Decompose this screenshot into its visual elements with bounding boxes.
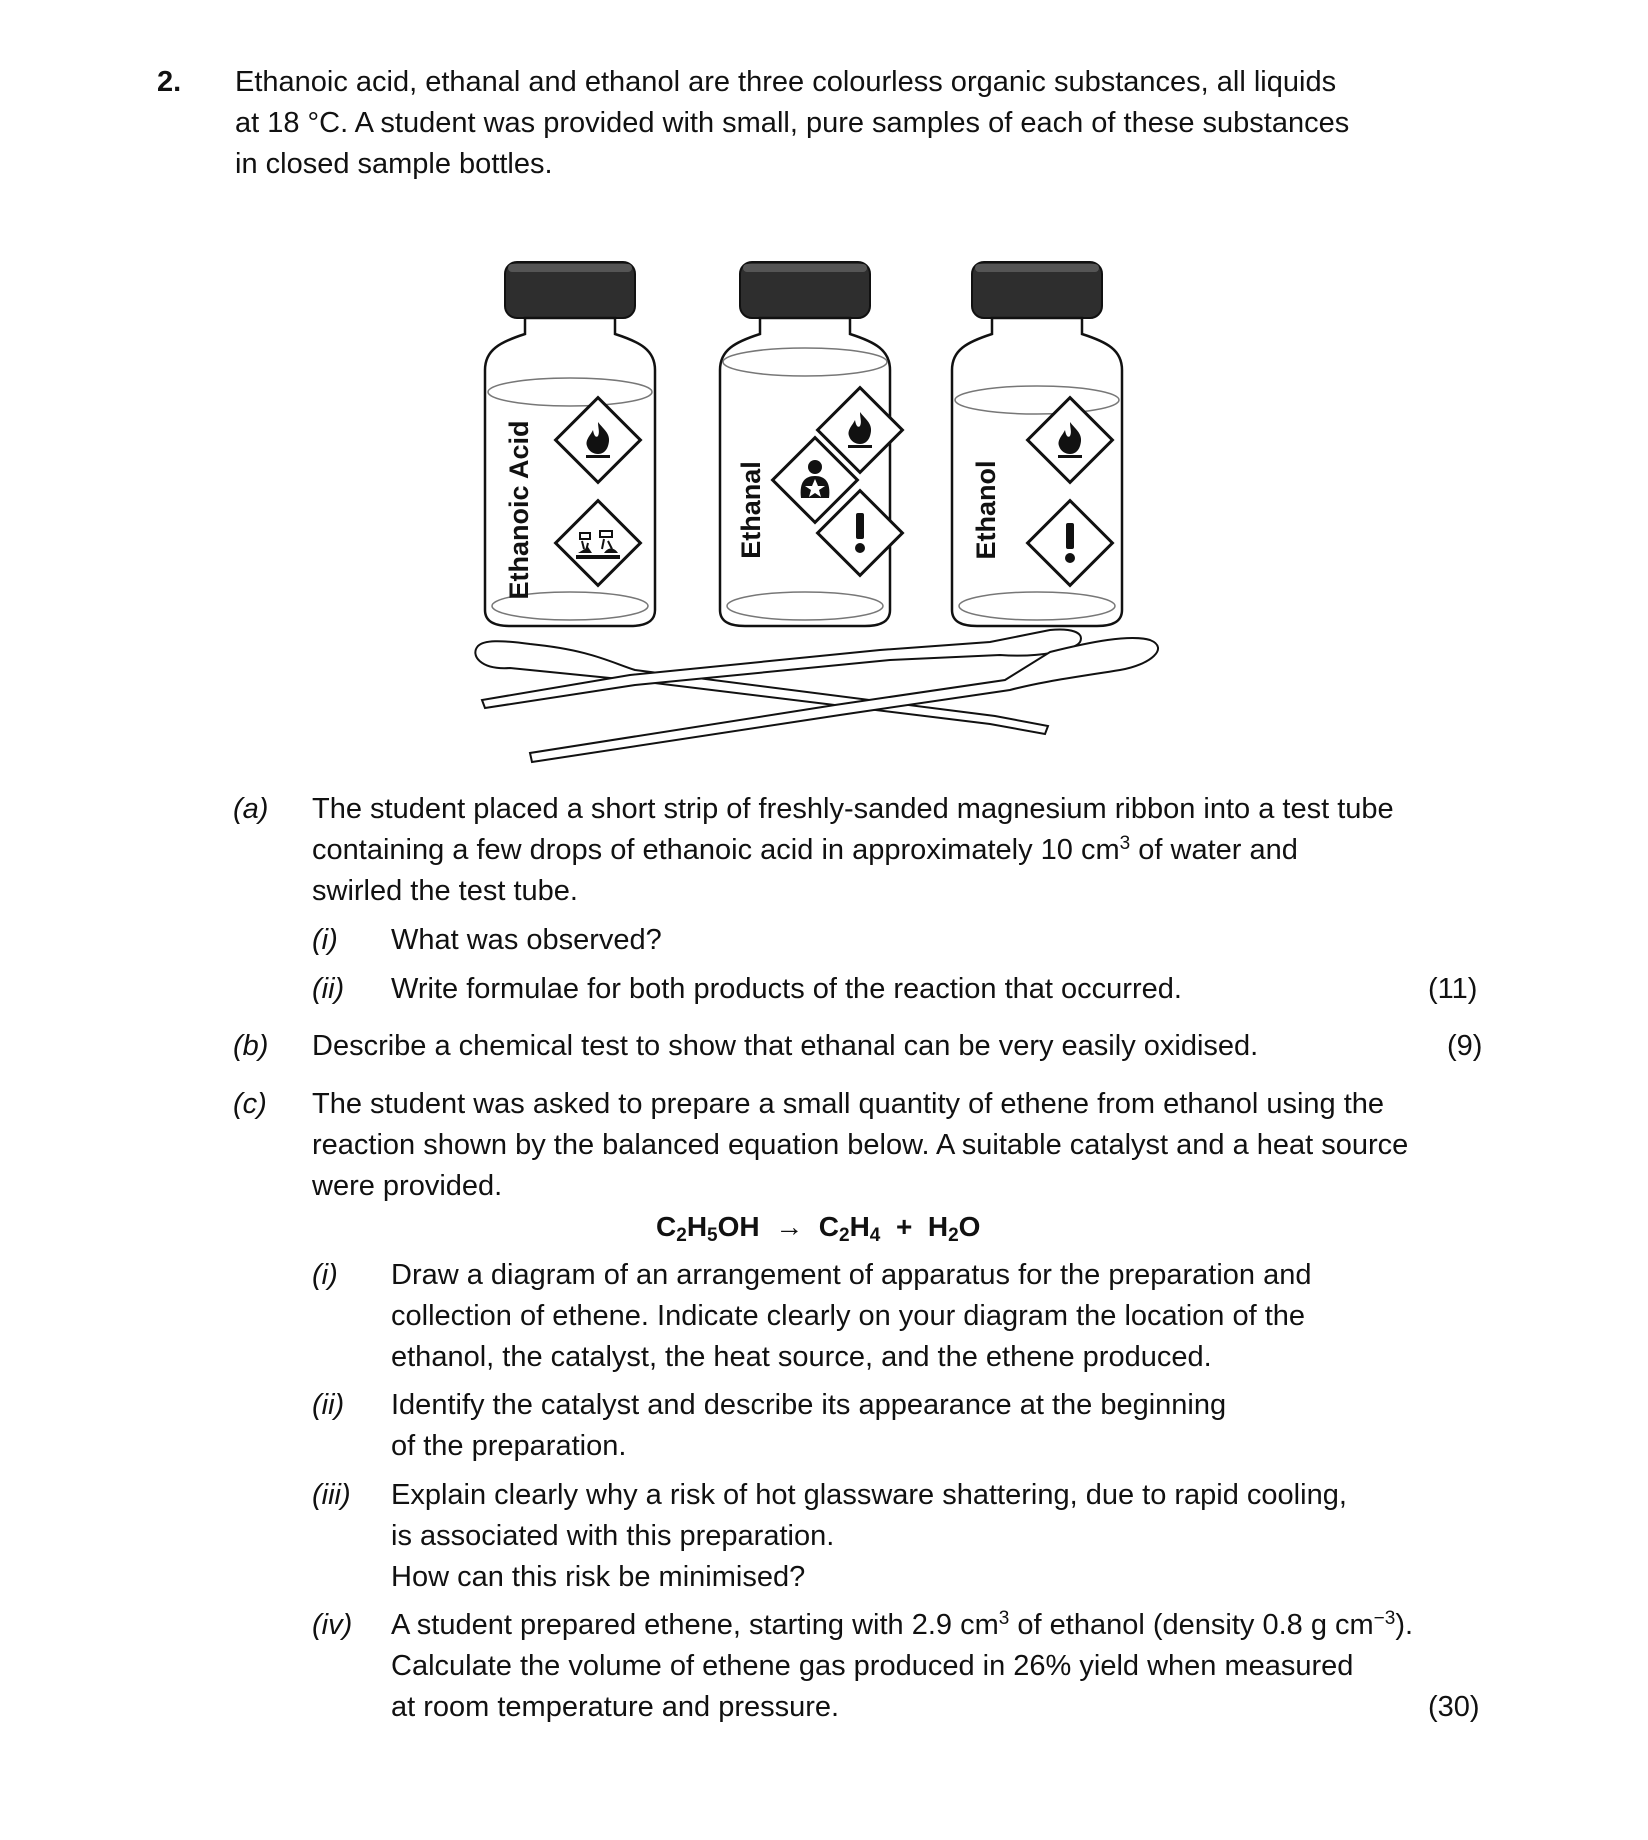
part-c-ii-line-2: of the preparation. (391, 1430, 627, 1462)
part-c-i-line-3: ethanol, the catalyst, the heat source, and the ethene produced. (391, 1341, 1212, 1373)
bottle-ethanoic-acid (485, 262, 655, 626)
exclamation-icon (855, 513, 865, 553)
part-c-label: (c) (233, 1088, 267, 1120)
part-c-marks: (30) (1428, 1691, 1480, 1723)
bottle-label-ethanoic-acid: Ethanoic Acid (504, 420, 534, 600)
part-a-line-2: containing a few drops of ethanoic acid in approximately 10 $cm^3$ of water and (312, 833, 1298, 866)
part-c-i-line-2: collection of ethene. Indicate clearly on your diagram the location of the (391, 1300, 1306, 1332)
part-a-ii-text: Write formulae for both products of the reaction that occurred. (391, 973, 1182, 1005)
part-c-iv-line-1: A student prepared ethene, starting with 2.9 $cm^3$ of ethanol (density 0.8 g $cm^{-3}$). (391, 1608, 1414, 1641)
bottle-label-ethanal: Ethanal (736, 461, 766, 559)
part-c-iii-line-3: How can this risk be minimised? (391, 1561, 806, 1593)
exclamation-icon (1065, 523, 1075, 563)
pipettes (475, 630, 1158, 763)
part-c-iv-line-3: at room temperature and pressure. (391, 1691, 840, 1723)
part-b-label: (b) (233, 1030, 269, 1062)
intro-line-2: at 18 °C. A student was provided with small, pure samples of each of these substances (235, 107, 1350, 139)
part-c-i-label: (i) (312, 1259, 338, 1291)
sample-bottles-figure (470, 250, 1190, 780)
part-a-i-label: (i) (312, 924, 338, 956)
part-c-ii-line-1: Identify the catalyst and describe its appearance at the beginning (391, 1389, 1227, 1421)
part-c-i-line-1: Draw a diagram of an arrangement of apparatus for the preparation and (391, 1259, 1312, 1291)
bottle-ethanol (952, 262, 1122, 626)
part-c-iii-line-1: Explain clearly why a risk of hot glassware shattering, due to rapid cooling, (391, 1479, 1347, 1511)
part-a-ii-label: (ii) (312, 973, 345, 1005)
question-number: 2. (157, 66, 182, 98)
part-c-line-1: The student was asked to prepare a small quantity of ethene from ethanol using the (312, 1088, 1385, 1120)
part-c-iv-label: (iv) (312, 1609, 353, 1641)
part-b-text: Describe a chemical test to show that ethanal can be very easily oxidised. (312, 1030, 1259, 1062)
part-c-ii-label: (ii) (312, 1389, 345, 1421)
intro-line-1: Ethanoic acid, ethanal and ethanol are three colourless organic substances, all liquids (235, 66, 1337, 98)
part-a-line-1: The student placed a short strip of freshly-sanded magnesium ribbon into a test tube (312, 793, 1394, 825)
part-c-line-2: reaction shown by the balanced equation below. A suitable catalyst and a heat source (312, 1129, 1409, 1161)
part-b-marks: (9) (1447, 1030, 1483, 1062)
balanced-equation: $C_2H_5OH \to C_2H_4 + H_2O$ (656, 1211, 981, 1246)
part-c-line-3: were provided. (312, 1170, 503, 1202)
intro-line-3: in closed sample bottles. (235, 148, 553, 180)
part-c-iii-label: (iii) (312, 1479, 351, 1511)
reaction-arrow: → (775, 1211, 804, 1242)
part-c-iv-line-2: Calculate the volume of ethene gas produced in 26% yield when measured (391, 1650, 1354, 1682)
bottle-ethanal (720, 262, 902, 626)
part-a-line-3: swirled the test tube. (312, 875, 578, 907)
part-c-iii-line-2: is associated with this preparation. (391, 1520, 835, 1552)
part-a-i-text: What was observed? (391, 924, 662, 956)
part-a-label: (a) (233, 793, 269, 825)
bottle-label-ethanol: Ethanol (971, 460, 1001, 560)
part-a-marks: (11) (1428, 973, 1478, 1005)
